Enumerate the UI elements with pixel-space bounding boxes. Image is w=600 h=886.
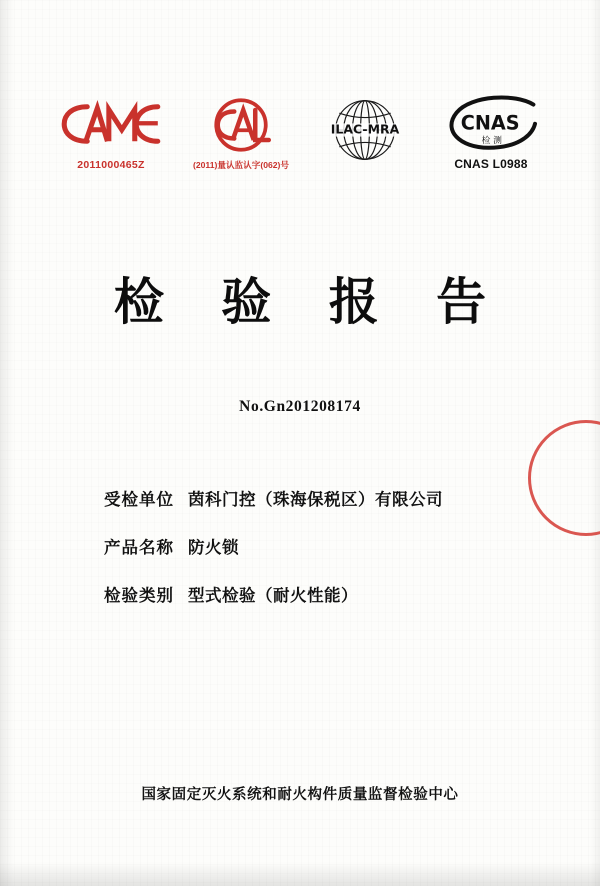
svg-text:CNAS: CNAS — [460, 111, 520, 135]
accreditation-marks-row — [0, 95, 600, 171]
field-row — [104, 582, 520, 606]
page-title: 检 验 报 告 — [113, 273, 507, 331]
red-stamp-arc — [528, 420, 600, 536]
cma-mark — [57, 95, 165, 171]
field-value-inspected-unit: 茵科门控（珠海保税区）有限公司 — [188, 490, 443, 509]
cal-caption: (2011)量认监认字(062)号 — [193, 160, 289, 170]
cma-icon — [57, 95, 165, 153]
cal-mark — [191, 95, 291, 171]
svg-text:检 测: 检 测 — [481, 136, 502, 146]
cnas-mark — [439, 95, 543, 171]
svg-text:ILAC-MRA: ILAC-MRA — [330, 121, 400, 137]
field-row — [104, 534, 520, 558]
field-list — [104, 486, 520, 630]
field-label-inspection-type: 检验类别 — [104, 586, 174, 605]
ilac-mra-icon — [317, 97, 413, 163]
field-value-inspection-type: 型式检验（耐火性能） — [188, 586, 358, 605]
field-row — [104, 486, 520, 510]
field-label-product-name: 产品名称 — [104, 538, 174, 557]
field-label-inspected-unit: 受检单位 — [104, 490, 174, 509]
issuing-organization: 国家固定灭火系统和耐火构件质量监督检验中心 — [141, 787, 459, 803]
cma-caption: 2011000465Z — [77, 159, 145, 171]
cal-icon — [195, 95, 287, 155]
scan-edge-bottom — [0, 862, 600, 886]
cnas-caption: CNAS L0988 — [454, 157, 528, 171]
cnas-icon — [439, 95, 543, 155]
field-value-product-name: 防火锁 — [188, 538, 239, 557]
report-number: No.Gn201208174 — [239, 398, 361, 415]
ilac-mra-mark — [317, 97, 413, 163]
